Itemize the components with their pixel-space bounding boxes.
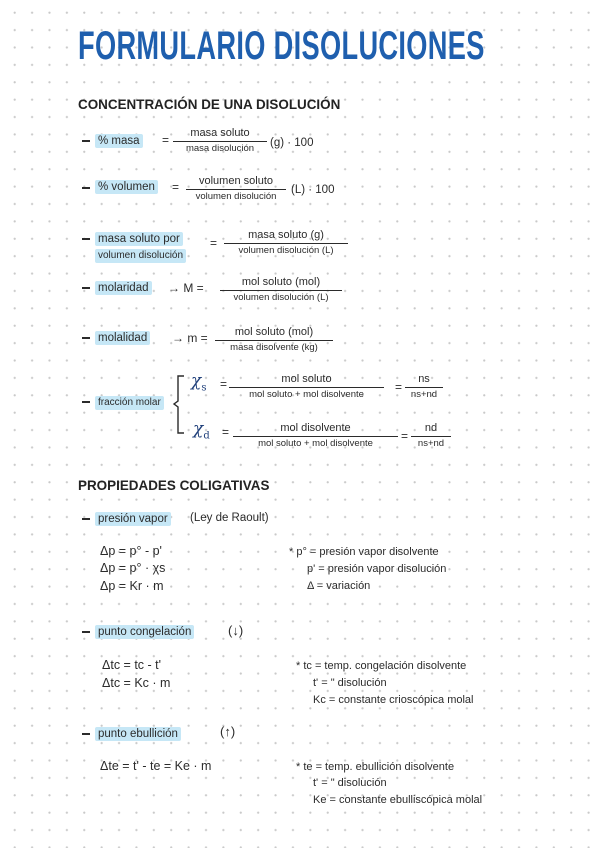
bullet-dash <box>82 631 90 633</box>
numerator: mol soluto <box>229 373 384 388</box>
bullet-dash <box>82 733 90 735</box>
note-up-arrow: (↑) <box>220 724 236 739</box>
formula-tail: (L) · 100 <box>291 184 335 196</box>
numerator: nd <box>411 422 451 437</box>
numerator: mol soluto (mol) <box>220 276 342 291</box>
chi-s-symbol: $\chi_s$ <box>191 371 207 394</box>
numerator: masa soluto <box>173 127 267 142</box>
label-presion-vapor: presión vapor <box>95 512 171 526</box>
legend-line: p' = presión vapor disolución <box>307 563 447 575</box>
formula-line: Δtc = tc - t' <box>102 658 162 672</box>
legend-line: * tc = temp. congelación disolvente <box>296 660 467 672</box>
formula-line: Δp = p° - p' <box>100 544 162 558</box>
brace-icon <box>170 374 186 436</box>
formula-line: Δp = p° · χs <box>100 561 166 575</box>
equals-sign: = <box>172 180 180 194</box>
note-raoult: (Ley de Raoult) <box>190 512 269 524</box>
numerator: mol disolvente <box>233 422 398 437</box>
equals-sign: = <box>220 377 228 391</box>
fraction-chi-d-n <box>411 422 451 450</box>
numerator: ns <box>405 373 443 388</box>
fraction-molalidad <box>215 326 333 354</box>
bullet-dash <box>82 337 90 339</box>
formula-line: Δtc = Kc · m <box>102 676 171 690</box>
label-molaridad: molaridad <box>95 281 152 295</box>
bullet-dash <box>82 287 90 289</box>
label-masa-vol-line1: masa soluto por <box>95 232 183 246</box>
denominator: ns+nd <box>417 438 445 449</box>
bullet-dash <box>82 401 90 403</box>
label-molalidad: molalidad <box>95 331 150 345</box>
legend-line: t' = " disolución <box>313 677 387 689</box>
denominator: masa disolvente (kg) <box>230 342 318 353</box>
denominator: masa disolución <box>185 143 255 154</box>
page-title: FORMULARIO DISOLUCIONES <box>78 24 485 68</box>
equals-sign: = <box>401 429 409 443</box>
equals-sign: = <box>162 133 170 147</box>
label-masa: % masa <box>95 134 143 148</box>
equals-sign: = <box>395 380 403 394</box>
formula-line: Δte = t' - te = Ke · m <box>100 759 212 773</box>
denominator: volumen disolución <box>195 191 277 202</box>
legend-line: * p° = presión vapor disolvente <box>289 546 439 558</box>
arrow-molaridad: → M = <box>168 281 204 295</box>
denominator: mol soluto + mol disolvente <box>258 438 373 449</box>
numerator: mol soluto (mol) <box>215 326 333 341</box>
arrow-molalidad: → m = <box>172 331 208 345</box>
legend-line: Kc = constante crioscópica molal <box>313 694 474 706</box>
bullet-dash <box>82 187 90 189</box>
label-masa-vol-line2: volumen disolución <box>95 249 186 263</box>
numerator: volumen soluto <box>186 175 286 190</box>
equals-sign: = <box>222 425 230 439</box>
legend-line: Δ = variación <box>307 580 371 592</box>
section-heading-coligativas: PROPIEDADES COLIGATIVAS <box>78 477 270 493</box>
note-down-arrow: (↓) <box>228 623 244 638</box>
bullet-dash <box>82 140 90 142</box>
fraction-chi-s-n <box>405 373 443 401</box>
legend-line: t' = " disolución <box>313 777 387 789</box>
fraction-molaridad <box>220 276 342 304</box>
fraction-chi-d <box>233 422 398 450</box>
numerator: masa soluto (g) <box>224 229 348 244</box>
legend-line: * te = temp. ebullición disolvente <box>296 761 455 773</box>
legend-line: Ke = constante ebulliscópica molal <box>313 794 483 806</box>
denominator: volumen disolución (L) <box>238 245 334 256</box>
section-heading-concentracion: CONCENTRACIÓN DE UNA DISOLUCIÓN <box>78 96 341 112</box>
equals-sign: = <box>210 236 218 250</box>
chi-d-symbol: $\chi_d$ <box>193 419 210 442</box>
fraction-masa <box>173 127 267 155</box>
label-punto-congelacion: punto congelación <box>95 625 194 639</box>
formula-tail: (g) · 100 <box>270 137 314 149</box>
fraction-volumen <box>186 175 286 203</box>
denominator: mol soluto + mol disolvente <box>249 389 364 400</box>
label-volumen: % volumen <box>95 180 158 194</box>
denominator: ns+nd <box>410 389 438 400</box>
bullet-dash <box>82 518 90 520</box>
formula-line: Δp = Kr · m <box>100 579 164 593</box>
bullet-dash <box>82 238 90 240</box>
label-punto-ebullicion: punto ebullición <box>95 727 181 741</box>
fraction-masa-vol <box>224 229 348 257</box>
fraction-chi-s <box>229 373 384 401</box>
label-fraccion-molar: fracción molar <box>95 396 164 410</box>
denominator: volumen disolución (L) <box>233 292 329 303</box>
